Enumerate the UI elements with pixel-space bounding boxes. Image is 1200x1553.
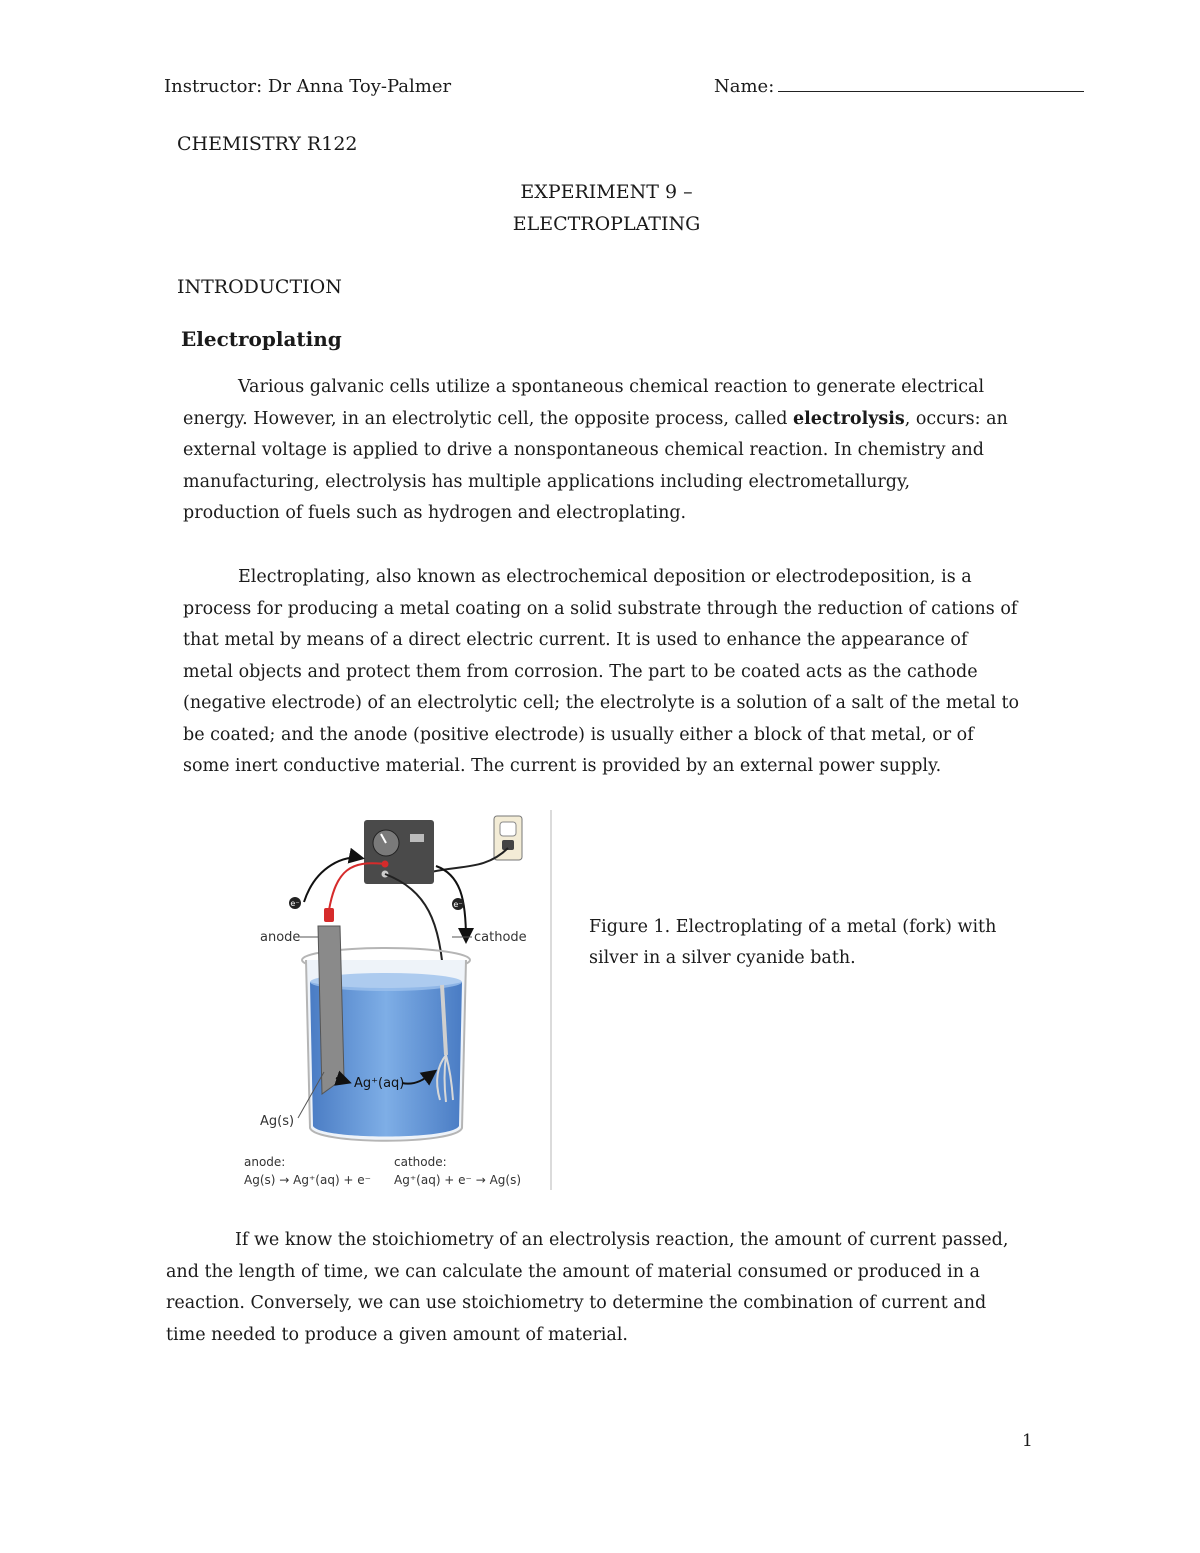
electron-marker — [289, 897, 301, 909]
paragraph-3-line: reaction. Conversely, we can use stoichiometry to determine the combination of current and — [166, 1293, 987, 1313]
power-supply-icon — [364, 820, 434, 884]
name-field[interactable] — [714, 76, 1084, 97]
electroplating-figure — [236, 810, 556, 1195]
svg-text:e⁻: e⁻ — [453, 900, 463, 909]
paragraph-3-line: time needed to produce a given amount of material. — [166, 1324, 628, 1345]
paragraph-2-line: that metal by means of a direct electric current. It is used to enhance the appearance of — [183, 630, 968, 650]
page-number: 1 — [1022, 1431, 1033, 1451]
paragraph-1-line: manufacturing, electrolysis has multiple applications including electrometallurgy, — [183, 471, 911, 492]
paragraph-2-line: Electroplating, also known as electrochemical deposition or electrodeposition, is a — [238, 567, 972, 587]
paragraph-2 — [183, 562, 1063, 783]
cathode-equation: Ag⁺(aq) + e⁻ → Ag(s) — [394, 1173, 522, 1187]
course-title: CHEMISTRY R122 — [177, 133, 358, 155]
anode-equation: Ag(s) → Ag⁺(aq) + e⁻ — [244, 1173, 372, 1187]
electron-marker — [452, 898, 464, 910]
paragraph-1 — [183, 372, 1063, 530]
wall-outlet-icon — [494, 816, 522, 860]
figure-caption — [589, 912, 1059, 974]
figure-caption-line: Figure 1. Electroplating of a metal (fork) with — [589, 917, 997, 937]
cathode-label: cathode — [474, 930, 527, 945]
paragraph-3-line: If we know the stoichiometry of an electrolysis reaction, the amount of current passed, — [235, 1230, 1009, 1250]
paragraph-1-line: energy. However, in an electrolytic cell, the opposite process, called electrolysis, occurs: an — [183, 408, 1008, 429]
electrolysis-term: electrolysis — [793, 408, 905, 429]
name-label: Name: — [714, 76, 775, 97]
experiment-title-line1: EXPERIMENT 9 – — [520, 181, 693, 203]
paragraph-2-line: some inert conductive material. The current is provided by an external power supply. — [183, 756, 942, 776]
instructor-label: Instructor: Dr Anna Toy-Palmer — [164, 76, 452, 97]
anode-equation-title: anode: — [244, 1155, 286, 1169]
paragraph-2-line: process for producing a metal coating on a solid substrate through the reduction of cations of — [183, 598, 1018, 619]
paragraph-1-line: external voltage is applied to drive a nonspontaneous chemical reaction. In chemistry and — [183, 440, 984, 460]
paragraph-2-line: (negative electrode) of an electrolytic cell; the electrolyte is a solution of a salt of the metal to — [183, 693, 1020, 713]
subsection-heading: Electroplating — [181, 327, 342, 351]
experiment-title-line2: ELECTROPLATING — [512, 213, 701, 235]
paragraph-2-line: metal objects and protect them from corrosion. The part to be coated acts as the cathode — [183, 661, 978, 682]
silver-anode-bar — [318, 926, 344, 1094]
paragraph-1-line: Various galvanic cells utilize a spontaneous chemical reaction to generate electrical — [238, 377, 985, 397]
anode-clip — [324, 908, 334, 922]
anode-label: anode — [260, 930, 301, 945]
figure-caption-line: silver in a silver cyanide bath. — [589, 948, 856, 968]
paragraph-2-line: be coated; and the anode (positive electrode) is usually either a block of that metal, or of — [183, 724, 974, 745]
name-blank-line[interactable] — [778, 77, 1084, 92]
ion-label: Ag⁺(aq) — [354, 1076, 405, 1091]
paragraph-3 — [166, 1225, 1066, 1351]
cathode-equation-title: cathode: — [394, 1155, 447, 1169]
svg-text:e⁻: e⁻ — [290, 899, 300, 908]
section-heading: INTRODUCTION — [177, 276, 342, 298]
paragraph-3-line: and the length of time, we can calculate the amount of material consumed or produced in a — [166, 1261, 980, 1282]
solid-silver-label: Ag(s) — [260, 1114, 295, 1129]
paragraph-1-line: production of fuels such as hydrogen and electroplating. — [183, 503, 687, 523]
